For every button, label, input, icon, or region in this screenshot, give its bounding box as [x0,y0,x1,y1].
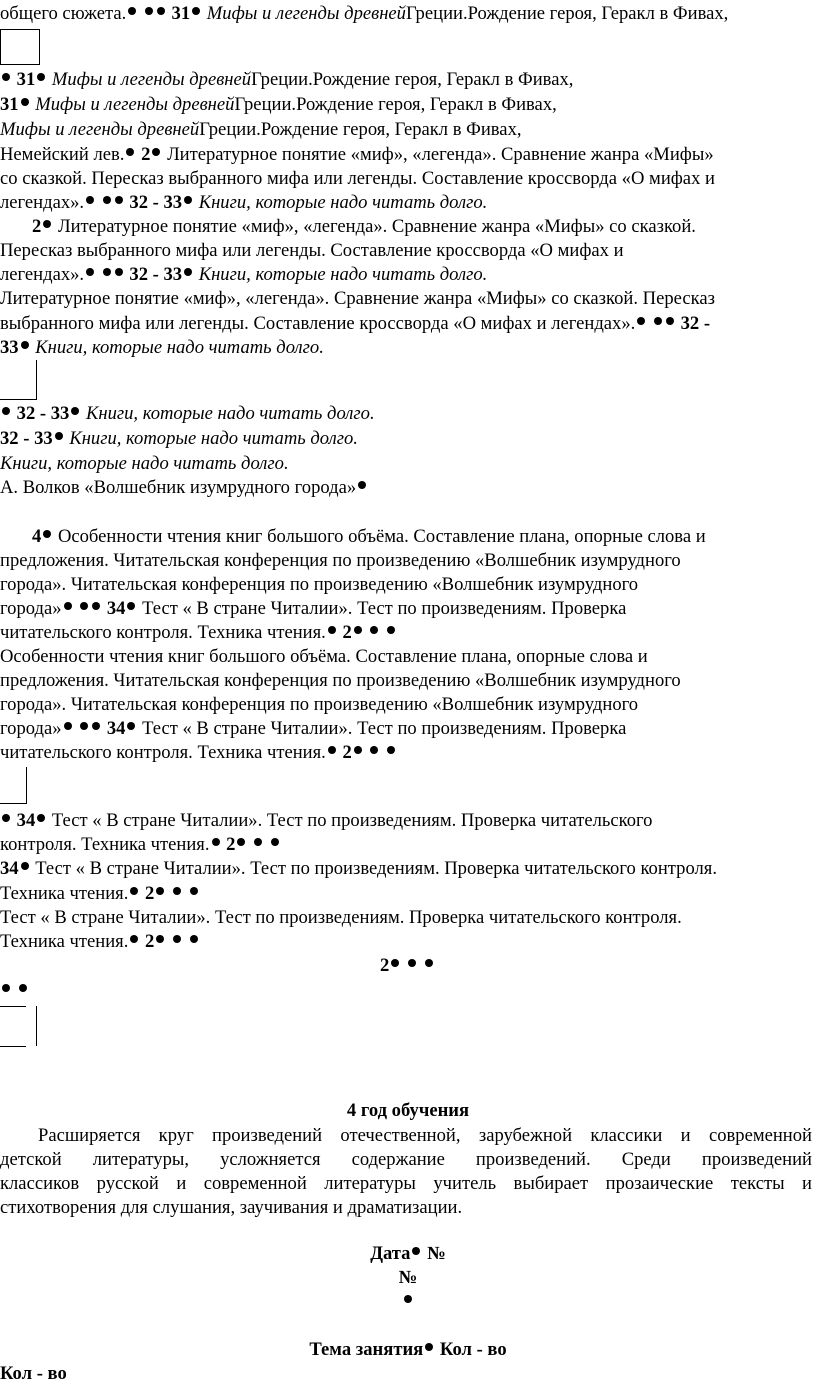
bullet-icon [370,746,378,754]
bullet-icon [654,317,662,325]
text-line: Книги, которые надо читать долго. [0,453,289,474]
text-line: выбранного мифа или легенды. Составление кроссворда «О мифах и легендах». 32 - [0,313,711,334]
text-line: 34 Тест « В стране Читалии». Тест по произведениям. Проверка читательского [0,810,652,832]
bullet-icon [412,1247,420,1255]
text-line: легендах». 32 - 33 Книги, которые надо читать долго. [0,264,488,285]
text-line: Особенности чтения книг большого объёма. Составление плана, опорные слова и [0,646,648,667]
bullet-icon [115,196,123,204]
table-header: Кол - во [0,1363,67,1384]
bullet-icon [425,959,433,967]
bullet-icon [271,838,279,846]
bullet-icon [666,317,674,325]
text-line: Техника чтения. 2 [0,883,200,905]
bullet-icon [408,959,416,967]
bullet-icon [190,887,198,895]
paragraph-line: Расширяется круг произведений отечественной, зарубежной классики и современной [38,1125,812,1146]
bullet-icon [358,481,366,489]
bullet-icon [354,746,362,754]
divider [0,1046,26,1047]
text-line: города». Читательская конференция по произведению «Волшебник изумрудного [0,694,639,715]
bullet-icon [192,7,200,15]
bullet-icon [173,887,181,895]
bullet-icon [21,862,29,870]
paragraph-line: классиков русской и современной литературы учитель выбирает прозаические тексты и [0,1173,812,1194]
text-line: 32 - 33 Книги, которые надо читать долго. [0,428,358,449]
text-line: читательского контроля. Техника чтения. 2 [0,742,397,764]
bullet-icon [71,407,79,415]
text-line: 2 [380,955,435,977]
text-line: со сказкой. Пересказ выбранного мифа или легенды. Составление кроссворда «О мифах и [0,168,715,189]
bullet-icon [328,746,336,754]
bullet-icon [103,268,111,276]
bullet-icon [64,602,72,610]
text-line: Пересказ выбранного мифа или легенды. Составление кроссворда «О мифах и [0,240,624,261]
text-line: Техника чтения. 2 [0,931,200,953]
paragraph-line: стихотворения для слушания, заучивания и драматизации. [0,1197,463,1218]
bullet-icon [92,722,100,730]
bullet-icon [237,838,245,846]
bullet-icon [2,984,10,992]
bullet-icon [145,7,153,15]
bullet-icon [190,935,198,943]
bullet-icon [37,814,45,822]
bullet-icon [130,935,138,943]
bullet-icon [2,73,10,81]
text-line: 32 - 33 Книги, которые надо читать долго. [0,403,375,425]
bullet-icon [127,722,135,730]
text-line: 2 Литературное понятие «миф», «легенда». Сравнение жанра «Мифы» со сказкой. [32,216,696,237]
text-line: Литературное понятие «миф», «легенда». Сравнение жанра «Мифы» со сказкой. Пересказ [0,288,715,309]
text-line: города» 34 Тест « В стране Читалии». Тест по произведениям. Проверка [0,598,627,619]
divider [36,1006,37,1046]
bullet-icon [370,626,378,634]
bullet-icon [391,959,399,967]
bullet-icon [115,268,123,276]
text-line [0,980,29,1002]
bullet-icon [328,626,336,634]
text-line: города» 34 Тест « В стране Читалии». Тест по произведениям. Проверка [0,718,627,739]
text-line: 33 Книги, которые надо читать долго. [0,337,324,358]
text-line: города». Читательская конференция по произведению «Волшебник изумрудного [0,574,639,595]
text-line: предложения. Читательская конференция по произведению «Волшебник изумрудного [0,670,681,691]
bullet-icon [173,935,181,943]
text-line: Мифы и легенды древнейГреции.Рождение героя, Геракл в Фивах, [0,119,522,140]
section-heading: 4 год обучения [346,1100,470,1121]
bullet-icon [152,148,160,156]
bullet-icon [127,602,135,610]
bullet-icon [157,7,165,15]
text-line: общего сюжета. 31 Мифы и легенды древнейГреции.Рождение героя, Геракл в Фивах, [0,3,729,24]
paragraph-line: детской литературы, усложняется содержание произведений. Среди произведений [0,1149,812,1170]
bullet-icon [21,341,29,349]
text-line: 31 Мифы и легенды древнейГреции.Рождение героя, Геракл в Фивах, [0,94,557,115]
bullet-icon [103,196,111,204]
text-line: Тест « В стране Читалии». Тест по произведениям. Проверка читательского контроля. [0,907,682,928]
empty-cell-box [0,360,37,400]
empty-cell-box [0,767,27,804]
bullet-icon [354,626,362,634]
text-line: 31 Мифы и легенды древнейГреции.Рождение героя, Геракл в Фивах, [0,69,573,91]
table-header [0,1291,816,1313]
text-line: предложения. Читательская конференция по произведению «Волшебник изумрудного [0,550,681,571]
bullet-icon [43,220,51,228]
bullet-icon [128,7,136,15]
bullet-icon [21,98,29,106]
bullet-icon [184,268,192,276]
bullet-icon [637,317,645,325]
bullet-icon [156,935,164,943]
bullet-icon [156,887,164,895]
bullet-icon [184,196,192,204]
table-header: Тема занятия Кол - во [309,1339,507,1360]
divider [0,1006,26,1007]
table-header: № [398,1267,418,1288]
bullet-icon [43,530,51,538]
empty-cell-box [0,29,40,65]
text-line: Немейский лев. 2 Литературное понятие «миф», «легенда». Сравнение жанра «Мифы» [0,144,714,165]
bullet-icon [425,1343,433,1351]
bullet-icon [92,602,100,610]
bullet-icon [80,722,88,730]
bullet-icon [86,196,94,204]
text-line: контроля. Техника чтения. 2 [0,834,281,856]
table-header: Дата № [370,1243,446,1264]
bullet-icon [86,268,94,276]
bullet-icon [404,1295,412,1303]
bullet-icon [2,407,10,415]
bullet-icon [19,984,27,992]
bullet-icon [2,814,10,822]
bullet-icon [387,626,395,634]
text-line: легендах». 32 - 33 Книги, которые надо читать долго. [0,192,488,213]
bullet-icon [80,602,88,610]
bullet-icon [37,73,45,81]
bullet-icon [254,838,262,846]
bullet-icon [64,722,72,730]
text-line: 34 Тест « В стране Читалии». Тест по произведениям. Проверка читательского контроля. [0,858,717,879]
bullet-icon [387,746,395,754]
text-line: читательского контроля. Техника чтения. 2 [0,622,397,644]
bullet-icon [55,432,63,440]
bullet-icon [130,887,138,895]
text-line: 4 Особенности чтения книг большого объёма. Составление плана, опорные слова и [32,526,706,547]
bullet-icon [126,148,134,156]
bullet-icon [212,838,220,846]
text-line: А. Волков «Волшебник изумрудного города» [0,477,368,499]
